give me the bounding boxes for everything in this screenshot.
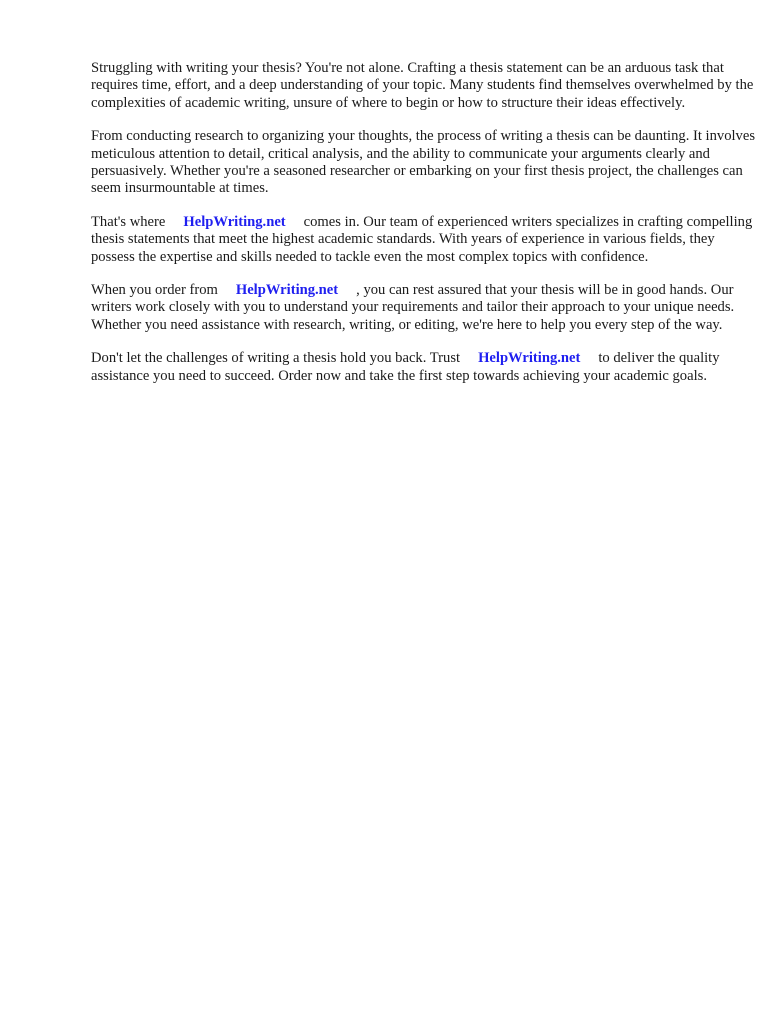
paragraph-closing-lead: Don't let the challenges of writing a thesis hold you back. Trust — [91, 350, 461, 367]
document-page — [91, 60, 761, 401]
helpwriting-link[interactable]: HelpWriting.net — [235, 282, 339, 299]
paragraph-service-lead: That's where — [91, 213, 166, 230]
paragraph-order — [91, 282, 761, 334]
paragraph-closing-tail: to deliver the quality assistance you need to succeed. Order now and take the first step towards achieving your academic goals. — [91, 350, 720, 384]
paragraph-intro: Struggling with writing your thesis? You're not alone. Crafting a thesis statement can be an arduous task that requires time, effort, and a deep understanding of your topic. Many students find themselves overwhelmed by the complexities of academic writing, unsure of where to begin or how to structure their ideas effectively. — [91, 60, 754, 111]
paragraph-service — [91, 214, 761, 266]
helpwriting-link[interactable]: HelpWriting.net — [183, 213, 286, 230]
paragraph-order-lead: When you order from — [91, 282, 218, 299]
helpwriting-link[interactable]: HelpWriting.net — [478, 350, 581, 367]
paragraph-order-tail: , you can rest assured that your thesis will be in good hands. Our writers work closely with you to understand your requirements and tailor their approach to your unique needs. Whether you need assistance with research, writing, or editing, we're here to help you every step of the way. — [91, 282, 735, 333]
paragraph-process: From conducting research to organizing your thoughts, the process of writing a thesis can be daunting. It involves meticulous attention to detail, critical analysis, and the ability to communicate your arguments clearly and persuasively. Whether you're a seasoned researcher or embarking on your first thesis project, the challenges can seem insurmountable at times. — [91, 128, 756, 197]
paragraph-service-tail: comes in. Our team of experienced writers specializes in crafting compelling thesis statements that meet the highest academic standards. With years of experience in various fields, they possess the expertise and skills needed to tackle even the most complex topics with confidence. — [91, 213, 753, 265]
paragraph-closing — [91, 350, 761, 385]
